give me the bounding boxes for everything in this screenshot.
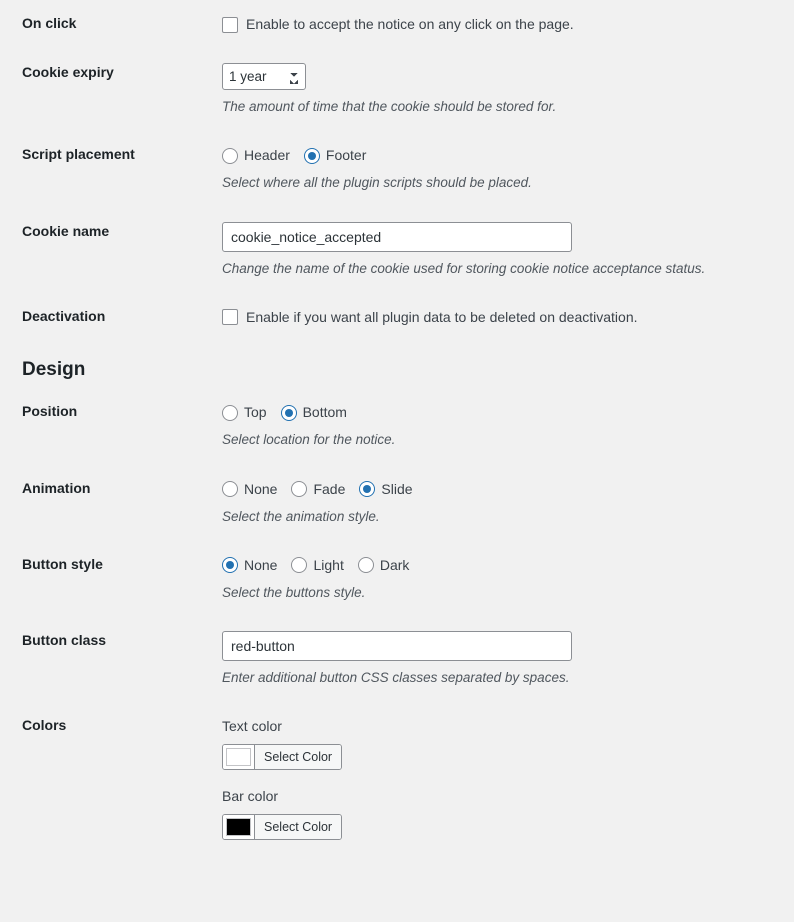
cookie-name-input[interactable] xyxy=(222,222,572,252)
button-class-description: Enter additional button CSS classes separated by spaces. xyxy=(222,670,570,686)
radio-animation-slide[interactable] xyxy=(359,481,375,497)
row-field-script-placement xyxy=(222,145,794,193)
row-field-deactivation xyxy=(222,307,794,328)
button-style-description: Select the buttons style. xyxy=(222,584,366,600)
row-button-style xyxy=(0,541,794,617)
radio-button-style-dark-label: Dark xyxy=(379,556,410,573)
radio-animation-slide-label: Slide xyxy=(381,480,413,497)
row-label-button-class: Button class xyxy=(22,632,107,649)
row-label-on-click: On click xyxy=(22,15,77,31)
on-click-checkbox[interactable] xyxy=(222,17,238,33)
bar-color-select-button[interactable]: Select Color xyxy=(255,815,341,839)
animation-radio-group xyxy=(222,479,774,500)
row-animation xyxy=(0,465,794,541)
radio-animation-none[interactable] xyxy=(222,481,238,497)
row-script-placement xyxy=(0,131,794,207)
row-field-position xyxy=(222,402,794,450)
row-label-cookie-name: Cookie name xyxy=(22,222,110,239)
radio-top-label: Top xyxy=(244,404,267,421)
row-label-position: Position xyxy=(22,403,78,420)
script-placement-description: Select where all the plugin scripts should be placed. xyxy=(222,175,532,191)
on-click-checkbox-label: Enable to accept the notice on any click on the page. xyxy=(246,16,574,32)
radio-animation-none-label: None xyxy=(244,480,278,497)
cookie-name-description: Change the name of the cookie used for storing cookie notice acceptance status. xyxy=(222,260,706,276)
radio-header-label: Header xyxy=(244,147,290,164)
deactivation-checkbox-label: Enable if you want all plugin data to be deleted on deactivation. xyxy=(246,308,638,325)
row-field-colors xyxy=(222,716,794,842)
text-color-swatch-wrap[interactable] xyxy=(223,745,255,769)
radio-footer[interactable] xyxy=(304,148,320,164)
on-click-checkbox-row[interactable] xyxy=(222,14,774,35)
row-field-button-style xyxy=(222,555,794,603)
row-field-cookie-expiry xyxy=(222,63,794,117)
row-cookie-name xyxy=(0,208,794,293)
bar-color-title: Bar color xyxy=(222,788,279,805)
radio-button-style-dark[interactable] xyxy=(358,557,374,573)
text-color-select-button[interactable]: Select Color xyxy=(255,745,341,769)
button-class-input[interactable] xyxy=(222,631,572,661)
animation-option-fade[interactable] xyxy=(291,479,345,500)
design-heading: Design xyxy=(22,358,86,380)
color-block-bar xyxy=(222,786,774,842)
row-position xyxy=(0,388,794,464)
radio-bottom-label: Bottom xyxy=(302,404,347,421)
row-field-animation xyxy=(222,479,794,527)
radio-header[interactable] xyxy=(222,148,238,164)
radio-top[interactable] xyxy=(222,405,238,421)
script-placement-option-header[interactable] xyxy=(222,145,290,166)
script-placement-radio-group xyxy=(222,145,774,166)
script-placement-option-footer[interactable] xyxy=(304,145,366,166)
row-label-button-style: Button style xyxy=(22,555,103,572)
radio-animation-fade[interactable] xyxy=(291,481,307,497)
row-label-script-placement: Script placement xyxy=(22,146,135,163)
deactivation-checkbox[interactable] xyxy=(222,309,238,325)
row-button-class xyxy=(0,617,794,702)
row-deactivation xyxy=(0,293,794,342)
row-label-animation: Animation xyxy=(22,479,91,496)
row-field-cookie-name xyxy=(222,222,794,279)
position-radio-group xyxy=(222,402,774,423)
button-style-option-dark[interactable] xyxy=(358,555,410,576)
color-block-text xyxy=(222,716,774,772)
deactivation-checkbox-row[interactable] xyxy=(222,307,774,328)
button-style-option-light[interactable] xyxy=(291,555,343,576)
row-colors xyxy=(0,702,794,856)
row-label-colors: Colors xyxy=(22,717,67,734)
radio-button-style-none-label: None xyxy=(244,556,278,573)
row-label-deactivation: Deactivation xyxy=(22,307,106,324)
design-section xyxy=(0,342,794,389)
bar-color-swatch[interactable] xyxy=(226,818,251,836)
radio-footer-label: Footer xyxy=(325,147,367,164)
animation-description: Select the animation style. xyxy=(222,508,380,524)
bar-color-swatch-wrap[interactable] xyxy=(223,815,255,839)
radio-bottom[interactable] xyxy=(281,405,297,421)
bar-color-picker[interactable] xyxy=(222,814,342,840)
radio-button-style-light[interactable] xyxy=(291,557,307,573)
text-color-swatch[interactable] xyxy=(226,748,251,766)
row-field-button-class xyxy=(222,631,794,688)
cookie-expiry-description: The amount of time that the cookie should be stored for. xyxy=(222,99,557,114)
text-color-picker[interactable] xyxy=(222,744,342,770)
cookie-expiry-select[interactable] xyxy=(222,63,306,90)
position-option-bottom[interactable] xyxy=(281,402,347,423)
radio-button-style-none[interactable] xyxy=(222,557,238,573)
position-option-top[interactable] xyxy=(222,402,267,423)
radio-button-style-light-label: Light xyxy=(313,556,344,573)
position-description: Select location for the notice. xyxy=(222,432,396,448)
text-color-title: Text color xyxy=(222,718,282,735)
radio-animation-fade-label: Fade xyxy=(313,480,346,497)
animation-option-slide[interactable] xyxy=(359,479,412,500)
row-on-click xyxy=(0,0,794,49)
row-field-on-click xyxy=(222,14,794,35)
button-style-option-none[interactable] xyxy=(222,555,277,576)
animation-option-none[interactable] xyxy=(222,479,277,500)
row-label-cookie-expiry: Cookie expiry xyxy=(22,64,114,80)
button-style-radio-group xyxy=(222,555,774,576)
row-cookie-expiry xyxy=(0,49,794,131)
